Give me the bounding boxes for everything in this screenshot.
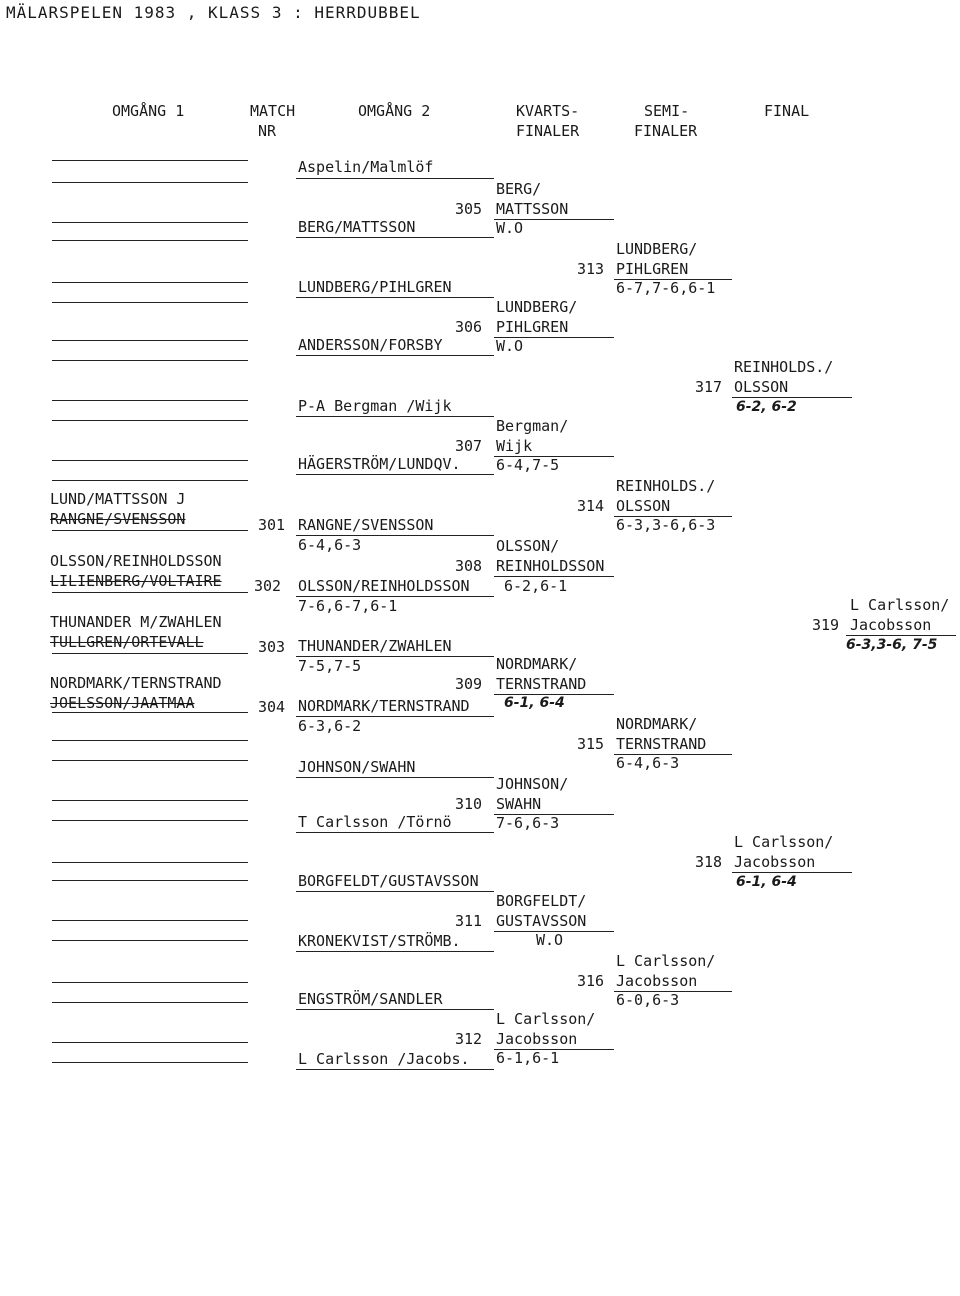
match-number: 319 — [812, 616, 840, 634]
sf-winner: OLSSON — [616, 497, 671, 515]
r1-line — [52, 240, 248, 241]
qf-score: W.O — [496, 337, 524, 355]
match-number: 309 — [455, 675, 483, 693]
r1-line — [52, 222, 248, 223]
qf-winner: L Carlsson/ — [496, 1010, 596, 1028]
match-number: 304 — [258, 698, 286, 716]
match-number: 305 — [455, 200, 483, 218]
match-number: 313 — [577, 260, 605, 278]
r2-score: 7-6,6-7,6-1 — [298, 597, 398, 615]
header-quarterfinal: KVARTS- — [516, 102, 580, 120]
r2-line — [296, 891, 494, 892]
r1-line — [52, 712, 248, 713]
r2-line — [296, 474, 494, 475]
r1-player: NORDMARK/TERNSTRAND — [50, 674, 222, 692]
qf-winner: BORGFELDT/ — [496, 892, 587, 910]
sf-winner: L Carlsson/ — [616, 952, 716, 970]
qf-winner: Jacobsson — [496, 1030, 578, 1048]
qf-winner: TERNSTRAND — [496, 675, 587, 693]
r2-line — [296, 178, 494, 179]
r2-player: JOHNSON/SWAHN — [298, 758, 416, 776]
qf-winner: REINHOLDSSON — [496, 557, 605, 575]
sf-winner: LUNDBERG/ — [616, 240, 698, 258]
match-number: 306 — [455, 318, 483, 336]
r1-line — [52, 1002, 248, 1003]
r2-player: THUNANDER/ZWAHLEN — [298, 637, 452, 655]
final-winner: OLSSON — [734, 378, 789, 396]
r2-player: T Carlsson /Törnö — [298, 813, 452, 831]
header-semifinal: SEMI- — [644, 102, 690, 120]
r2-line — [296, 297, 494, 298]
r2-score: 6-3,6-2 — [298, 717, 362, 735]
r2-player: ENGSTRÖM/SANDLER — [298, 990, 443, 1008]
r1-line — [52, 820, 248, 821]
r2-player: L Carlsson /Jacobs. — [298, 1050, 470, 1068]
match-number: 318 — [695, 853, 723, 871]
r2-line — [296, 832, 494, 833]
r2-line — [296, 951, 494, 952]
r1-line — [52, 880, 248, 881]
header-final: FINAL — [764, 102, 810, 120]
match-number: 314 — [577, 497, 605, 515]
r2-player: LUNDBERG/PIHLGREN — [298, 278, 452, 296]
match-number: 315 — [577, 735, 605, 753]
r2-line — [296, 237, 494, 238]
qf-winner: GUSTAVSSON — [496, 912, 587, 930]
r2-line — [296, 355, 494, 356]
r1-player: JOELSSON/JAATMAA — [50, 694, 195, 712]
qf-winner: LUNDBERG/ — [496, 298, 578, 316]
sf-score: 6-0,6-3 — [616, 991, 680, 1009]
header-round1: OMGÅNG 1 — [112, 102, 185, 120]
final-score: 6-2, 6-2 — [736, 399, 797, 415]
header-round2: OMGÅNG 2 — [358, 102, 431, 120]
sf-score: 6-4,6-3 — [616, 754, 680, 772]
r1-line — [52, 182, 248, 183]
r2-player: BERG/MATTSSON — [298, 218, 416, 236]
r1-line — [52, 282, 248, 283]
final-winner: L Carlsson/ — [734, 833, 834, 851]
match-number: 311 — [455, 912, 483, 930]
qf-winner: Bergman/ — [496, 417, 569, 435]
r1-line — [52, 940, 248, 941]
final-winner: Jacobsson — [734, 853, 816, 871]
r1-player: RANGNE/SVENSSON — [50, 510, 186, 528]
r2-player: P-A Bergman /Wijk — [298, 397, 452, 415]
match-number: 312 — [455, 1030, 483, 1048]
r1-player: TULLGREN/ORTEVALL — [50, 633, 204, 651]
r1-line — [52, 480, 248, 481]
sf-score: 6-7,7-6,6-1 — [616, 279, 716, 297]
sf-winner: PIHLGREN — [616, 260, 689, 278]
qf-score: 6-1, 6-4 — [504, 695, 565, 711]
r2-player: HÄGERSTRÖM/LUNDQV. — [298, 455, 461, 473]
qf-score: 6-4,7-5 — [496, 456, 560, 474]
r1-line — [52, 1042, 248, 1043]
match-number: 316 — [577, 972, 605, 990]
sf-winner: TERNSTRAND — [616, 735, 707, 753]
r1-line — [52, 340, 248, 341]
sf-winner: Jacobsson — [616, 972, 698, 990]
r1-line — [52, 530, 248, 531]
r1-line — [52, 400, 248, 401]
page-title: MÄLARSPELEN 1983 , KLASS 3 : HERRDUBBEL — [6, 3, 421, 22]
qf-winner: Wijk — [496, 437, 533, 455]
final-score: 6-1, 6-4 — [736, 874, 797, 890]
r2-player: OLSSON/REINHOLDSSON — [298, 577, 470, 595]
header-semifinal-2: FINALER — [634, 122, 698, 140]
r1-line — [52, 760, 248, 761]
r1-line — [52, 420, 248, 421]
r1-line — [52, 920, 248, 921]
qf-winner: PIHLGREN — [496, 318, 569, 336]
r1-line — [52, 160, 248, 161]
match-number: 310 — [455, 795, 483, 813]
r1-line — [52, 740, 248, 741]
r2-player: ANDERSSON/FORSBY — [298, 336, 443, 354]
qf-score: W.O — [536, 931, 564, 949]
r2-score: 7-5,7-5 — [298, 657, 362, 675]
r1-line — [52, 460, 248, 461]
qf-winner: SWAHN — [496, 795, 542, 813]
r1-player: OLSSON/REINHOLDSSON — [50, 552, 222, 570]
match-number: 307 — [455, 437, 483, 455]
r1-line — [52, 800, 248, 801]
r1-line — [52, 360, 248, 361]
r1-line — [52, 653, 248, 654]
sf-score: 6-3,3-6,6-3 — [616, 516, 716, 534]
header-quarterfinal-2: FINALER — [516, 122, 580, 140]
match-number: 302 — [254, 577, 282, 595]
r2-line — [296, 1069, 494, 1070]
r1-player: LILIENBERG/VOLTAIRE — [50, 572, 222, 590]
match-number: 308 — [455, 557, 483, 575]
header-match-nr-2: NR — [258, 122, 277, 140]
qf-winner: MATTSSON — [496, 200, 569, 218]
r2-score: 6-4,6-3 — [298, 536, 362, 554]
r2-line — [296, 777, 494, 778]
r2-line — [296, 416, 494, 417]
final-score: 6-3,3-6, 7-5 — [846, 637, 938, 653]
sf-winner: NORDMARK/ — [616, 715, 698, 733]
header-match-nr: MATCH — [250, 102, 296, 120]
r2-player: RANGNE/SVENSSON — [298, 516, 434, 534]
qf-winner: BERG/ — [496, 180, 542, 198]
qf-score: 6-2,6-1 — [504, 577, 568, 595]
qf-winner: JOHNSON/ — [496, 775, 569, 793]
r2-player: BORGFELDT/GUSTAVSSON — [298, 872, 479, 890]
r2-line — [296, 1009, 494, 1010]
r2-player: Aspelin/Malmlöf — [298, 158, 434, 176]
champion: L Carlsson/ — [850, 596, 950, 614]
final-winner: REINHOLDS./ — [734, 358, 834, 376]
r1-line — [52, 592, 248, 593]
match-number: 303 — [258, 638, 286, 656]
r1-line — [52, 1062, 248, 1063]
qf-score: 6-1,6-1 — [496, 1049, 560, 1067]
match-number: 301 — [258, 516, 286, 534]
qf-winner: OLSSON/ — [496, 537, 560, 555]
r2-player: NORDMARK/TERNSTRAND — [298, 697, 470, 715]
qf-winner: NORDMARK/ — [496, 655, 578, 673]
qf-score: W.O — [496, 219, 524, 237]
sf-winner: REINHOLDS./ — [616, 477, 716, 495]
match-number: 317 — [695, 378, 723, 396]
r1-line — [52, 982, 248, 983]
r1-line — [52, 862, 248, 863]
r1-line — [52, 302, 248, 303]
r1-player: THUNANDER M/ZWAHLEN — [50, 613, 222, 631]
r2-player: KRONEKVIST/STRÖMB. — [298, 932, 461, 950]
qf-score: 7-6,6-3 — [496, 814, 560, 832]
r1-player: LUND/MATTSSON J — [50, 490, 186, 508]
champion: Jacobsson — [850, 616, 932, 634]
